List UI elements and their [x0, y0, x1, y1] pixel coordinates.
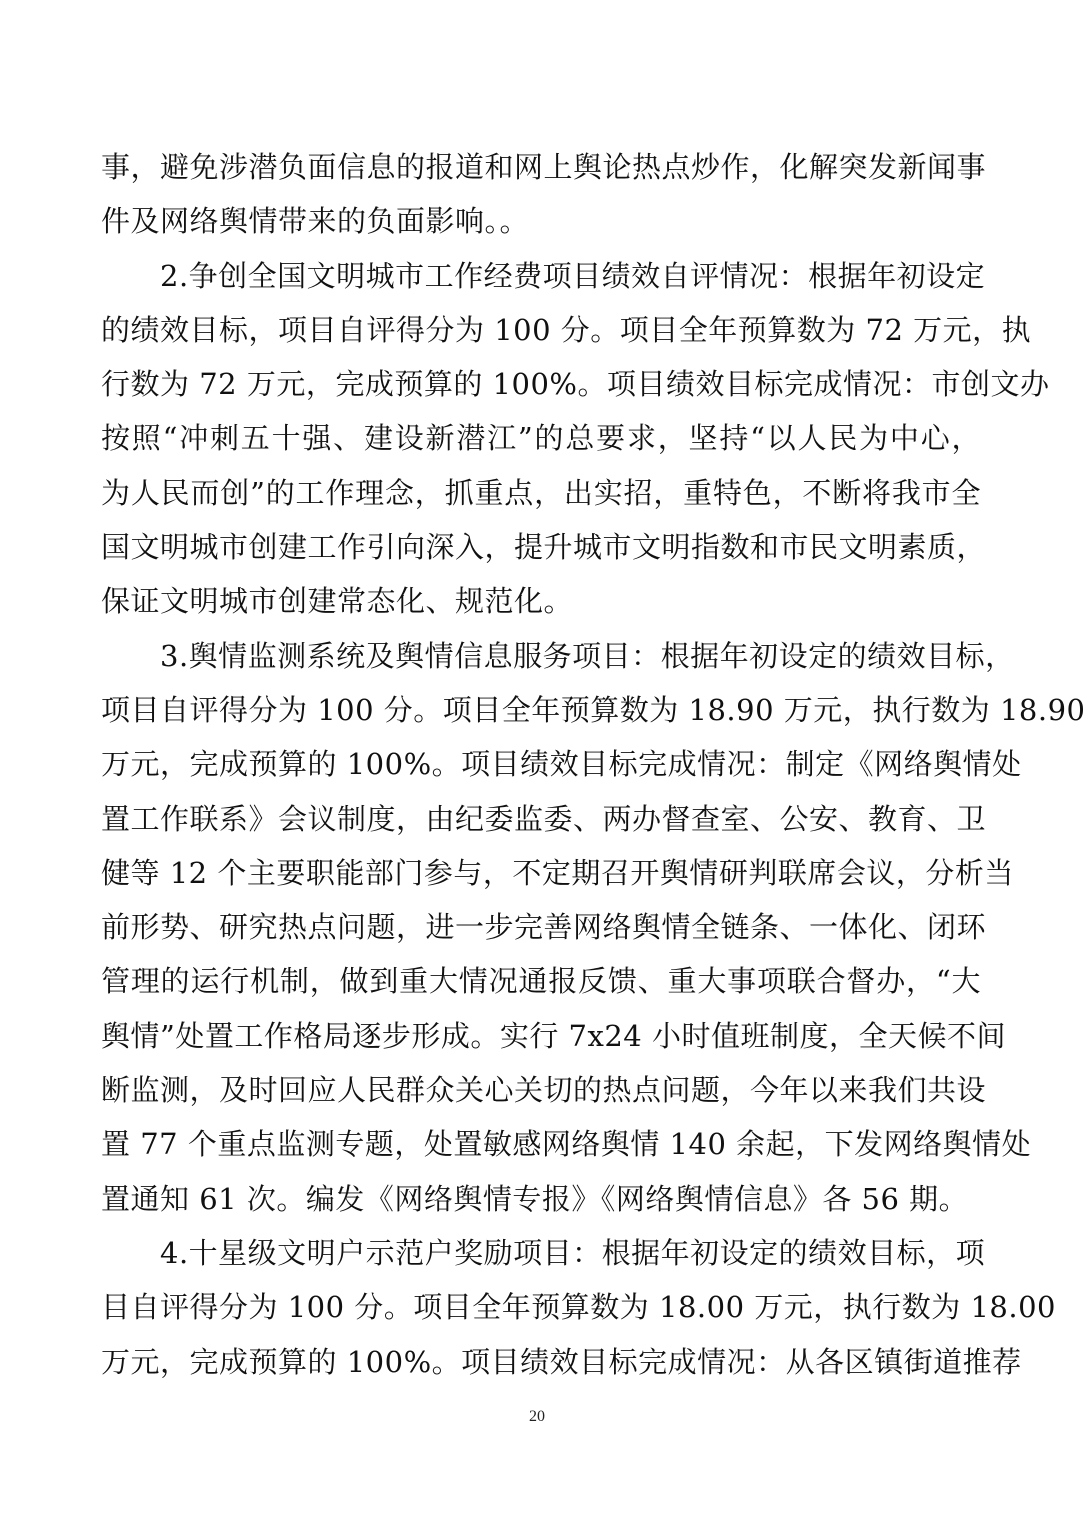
- text-line: 置通知 61 次。编发《网络舆情专报》《网络舆情信息》各 56 期。: [101, 1181, 969, 1216]
- text-line: 目自评得分为 100 分。项目全年预算数为 18.00 万元，执行数为 18.00: [101, 1290, 1056, 1325]
- text-line: 保证文明城市创建常态化、规范化。: [101, 584, 574, 619]
- text-line: 事，避免涉潜负面信息的报道和网上舆论热点炒作，化解突发新闻事: [101, 150, 987, 184]
- text-line: 前形势、研究热点问题，进一步完善网络舆情全链条、一体化、闭环: [101, 910, 987, 945]
- text-line: 的绩效目标，项目自评得分为 100 分。项目全年预算数为 72 万元，执: [101, 312, 1032, 347]
- page-number: 20: [529, 1408, 545, 1425]
- text-line: 件及网络舆情带来的负面影响。。: [101, 204, 530, 239]
- text-line: 管理的运行机制，做到重大情况通报反馈、重大事项联合督办，“大: [101, 964, 981, 999]
- text-line: 置工作联系》会议制度，由纪委监委、两办督查室、公安、教育、卫: [101, 801, 987, 836]
- text-line: 舆情”处置工作格局逐步形成。实行 7x24 小时值班制度，全天候不间: [101, 1018, 1006, 1053]
- text-line: 行数为 72 万元，完成预算的 100%。项目绩效目标完成情况：市创文办: [101, 367, 1050, 402]
- text-line: 项目自评得分为 100 分。项目全年预算数为 18.90 万元，执行数为 18.90: [101, 692, 1086, 727]
- text-line: 国文明城市创建工作引向深入，提升城市文明指数和市民文明素质，: [101, 530, 987, 565]
- text-line: 置 77 个重点监测专题，处置敏感网络舆情 140 余起，下发网络舆情处: [101, 1127, 1032, 1162]
- paragraph-2-first-line: 2.争创全国文明城市工作经费项目绩效自评情况：根据年初设定: [160, 258, 986, 293]
- text-line: 万元，完成预算的 100%。项目绩效目标完成情况：制定《网络舆情处: [101, 747, 1022, 782]
- text-line: 万元，完成预算的 100%。项目绩效目标完成情况：从各区镇街道推荐: [101, 1344, 1022, 1379]
- text-line: 为人民而创”的工作理念，抓重点，出实招，重特色，不断将我市全: [101, 475, 981, 510]
- body-text: [101, 140, 1086, 1389]
- text-line: 按照“冲刺五十强、建设新潜江”的总要求，坚持“以人民为中心，: [101, 421, 981, 456]
- text-line: 断监测，及时回应人民群众关心关切的热点问题，今年以来我们共设: [101, 1073, 987, 1108]
- paragraph-3-first-line: 3.舆情监测系统及舆情信息服务项目：根据年初设定的绩效目标，: [160, 638, 1015, 673]
- text-line: 健等 12 个主要职能部门参与，不定期召开舆情研判联席会议，分析当: [101, 855, 1014, 890]
- paragraph-4-first-line: 4.十星级文明户示范户奖励项目：根据年初设定的绩效目标，项: [160, 1235, 986, 1270]
